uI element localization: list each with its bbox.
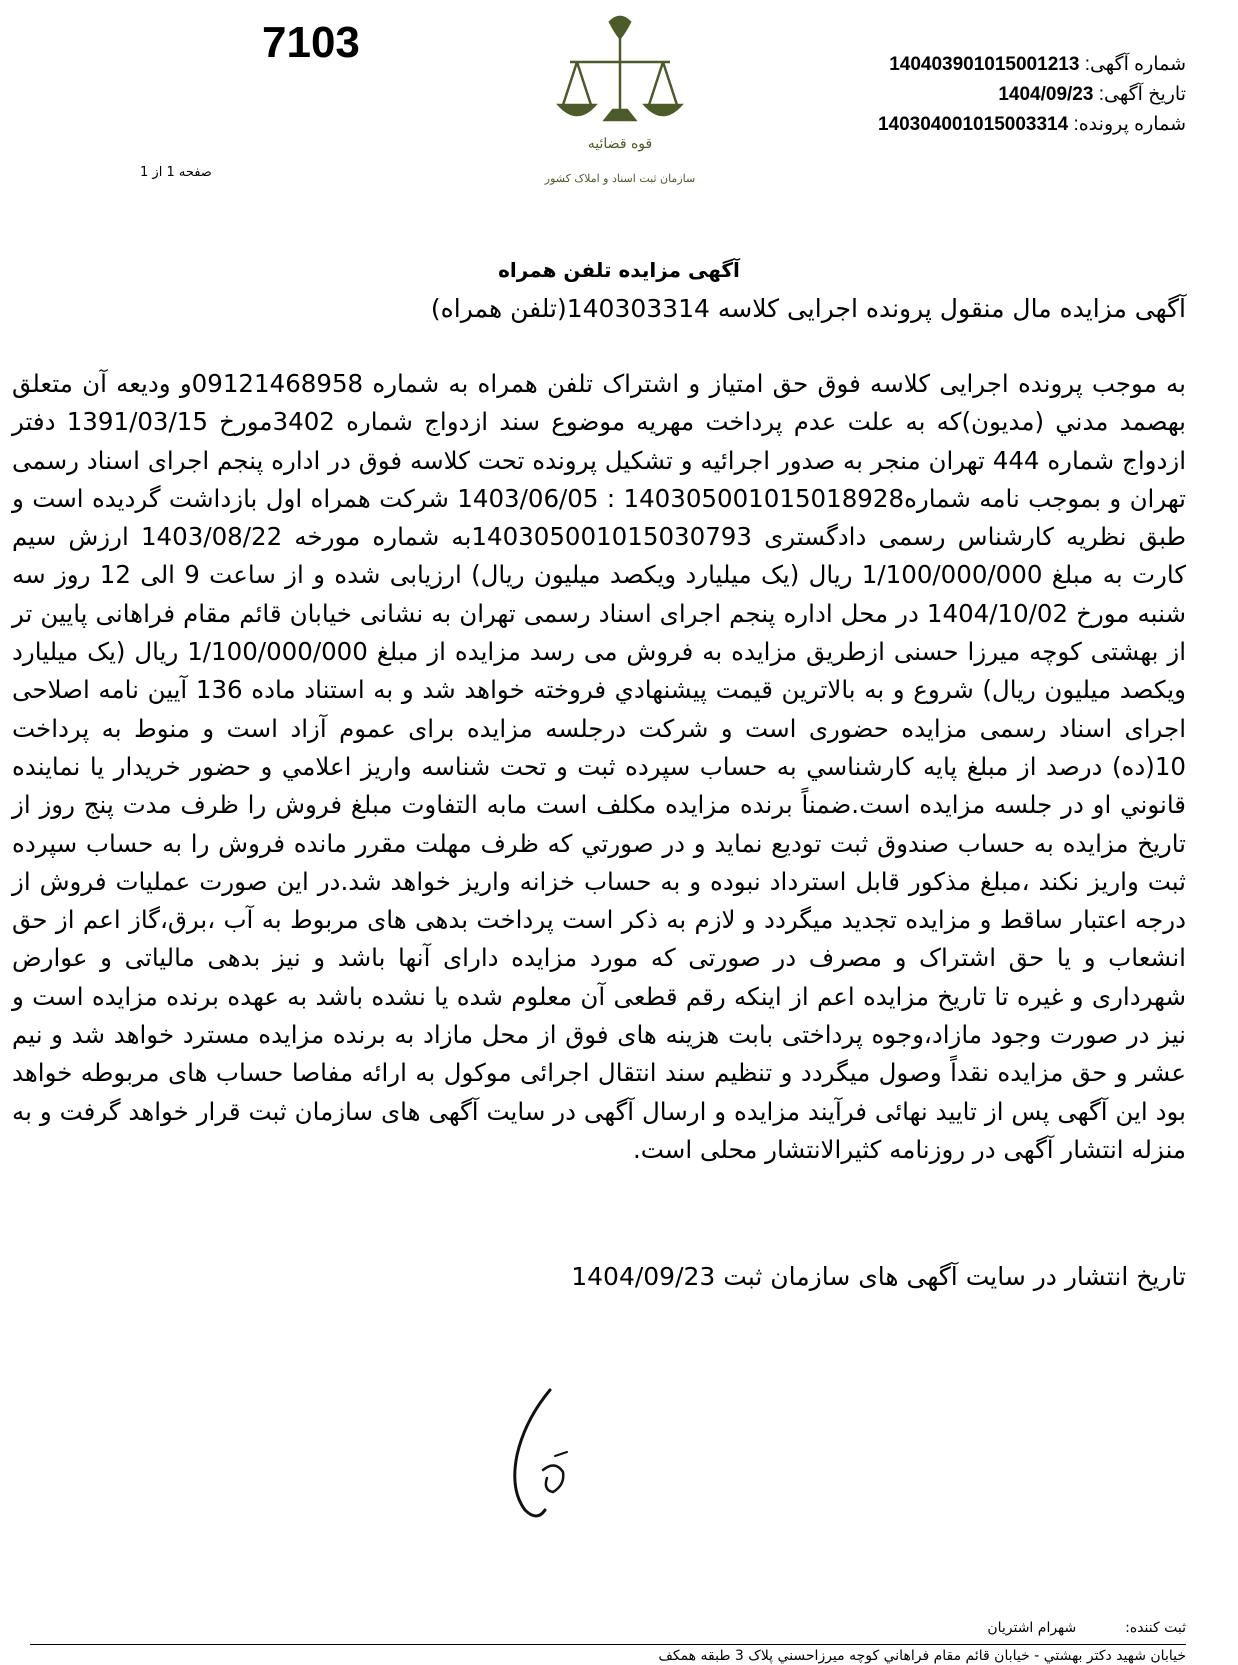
case-number: 140304001015003314 — [877, 114, 1069, 135]
announcement-date-label: تاریخ آگهی: — [1098, 84, 1186, 105]
notice-body — [12, 365, 1186, 1169]
announcement-meta — [766, 50, 1186, 140]
case-number-row — [766, 110, 1186, 140]
notice-title: آگهی مزايده تلفن همراه — [498, 258, 740, 282]
announcement-number-label: شماره آگهی: — [1084, 54, 1186, 75]
notice-body-text: به موجب پرونده اجرایی کلاسه فوق حق امتیاز و اشتراک تلفن همراه به شماره 09121468958و ودیعه آن متعلق بهصمد مدني (مديون)که به علت عدم پرداخت مهریه موضوع سند ازدواج شماره 3402مورخ 1391/03/15 دفتر ازدواج شماره 444 تهران منجر به صدور اجرائیه و تشکیل پرونده تحت کلاسه فوق در اداره پنجم اجرای اسناد رسمی تهران و بموجب نامه شماره140305001015018928 : 1403/06/05 شرکت همراه اول بازداشت گردیده است و طبق نظریه کارشناس رسمی دادگستری 140305001015030793به شماره مورخه 1403/08/22 ارزش سیم کارت به مبلغ 1/100/000/000 ریال (یک میلیارد ویکصد میلیون ریال) ارزیابی شده و از ساعت 9 الی 12 روز سه شنبه مورخ 1404/10/02 در محل اداره پنجم اجرای اسناد رسمی تهران به نشانی خیابان قائم مقام فراهانی پایین تر از بهشتی کوچه میرزا حسنی ازطریق مزایده به فروش می رسد مزایده از مبلغ 1/100/000/000 ریال (یک میلیارد ویکصد میلیون ریال) شروع و به بالاترین قیمت پیشنهادي فروخته خواهد شد و به استناد ماده 136 آیین نامه اصلاحی اجرای اسناد رسمی مزایده حضوری است و شرکت درجلسه مزایده برای عموم آزاد است و منوط به پرداخت 10(ده) درصد از مبلغ پایه كارشناسي به حساب سپرده ثبت و تحت شناسه واريز اعلامي و حضور خريدار يا نماينده قانوني او در جلسه مزايده است.ضمناً برنده مزایده مکلف است مابه التفاوت مبلغ فروش را ظرف مدت پنج روز از تاریخ مزایده به حساب صندوق ثبت توديع نمايد و در صورتي كه ظرف مهلت مقرر مانده فروش را به حساب سپرده ثبت واريز نكند ،مبلغ مذكور قابل استرداد نبوده و به حساب خزانه واريز خواهد شد.در اين صورت عمليات فروش از درجه اعتبار ساقط و مزايده تجديد ميگردد و لازم به ذکر است پرداخت بدهی های مربوط به آب ،برق،گاز اعم از حق انشعاب و یا حق اشتراک و مصرف در صورتی که مورد مزایده دارای آنها باشد و نیز بدهی مالیاتی و عوارض شهرداری و غیره تا تاریخ مزایده اعم از اینکه رقم قطعی آن معلوم شده یا نشده باشد به عهده برنده مزایده است و نیز در صورت وجود مازاد،وجوه پرداختی بابت هزینه های فوق از محل مازاد به برنده مزایده مسترد خواهد شد و نیم عشر و حق مزایده نقداً وصول میگردد و تنظیم سند انتقال اجرائی موکول به ارائه مفاصا حساب های مربوطه خواهد بود این آگهی پس از تایید نهائی فرآیند مزایده و ارسال آگهی در سایت آگهی های سازمان ثبت قرار خواهد گرفت و به منزله انتشار آگهی در روزنامه کثیرالانتشار محلی است. — [12, 369, 1187, 1164]
registrar-name: شهرام اشتریان — [987, 1620, 1077, 1636]
registrar-line — [987, 1620, 1186, 1636]
announcement-date: 1404/09/23 — [998, 84, 1094, 105]
announcement-number-row — [766, 50, 1186, 80]
notice-subtitle: آگهی مزایده مال منقول پرونده اجرایی کلاسه 140303314(تلفن همراه) — [430, 294, 1186, 323]
publish-date-line: تاریخ انتشار در سایت آگهی های سازمان ثبت 1404/09/23 — [571, 1262, 1186, 1291]
signature-icon — [455, 1360, 605, 1535]
office-address: خيابان شهيد دكتر بهشتي - خيابان قائم مقام فراهاني كوچه ميرزاحسني پلاک 3 طبقه همكف — [658, 1648, 1186, 1664]
emblem-line-2: سازمان ثبت اسناد و املاک کشور — [544, 172, 696, 185]
registrar-label: ثبت کننده: — [1125, 1620, 1186, 1636]
announcement-date-row — [766, 80, 1186, 110]
footer-divider — [30, 1644, 1186, 1645]
document-number: 7103 — [262, 18, 360, 67]
page-indicator: صفحه 1 از 1 — [140, 165, 212, 180]
announcement-number: 140403901015001213 — [889, 54, 1080, 75]
judiciary-emblem-icon — [544, 10, 696, 210]
emblem-line-1: قوه قضائیه — [587, 136, 653, 152]
case-number-label: شماره پرونده: — [1073, 114, 1186, 135]
